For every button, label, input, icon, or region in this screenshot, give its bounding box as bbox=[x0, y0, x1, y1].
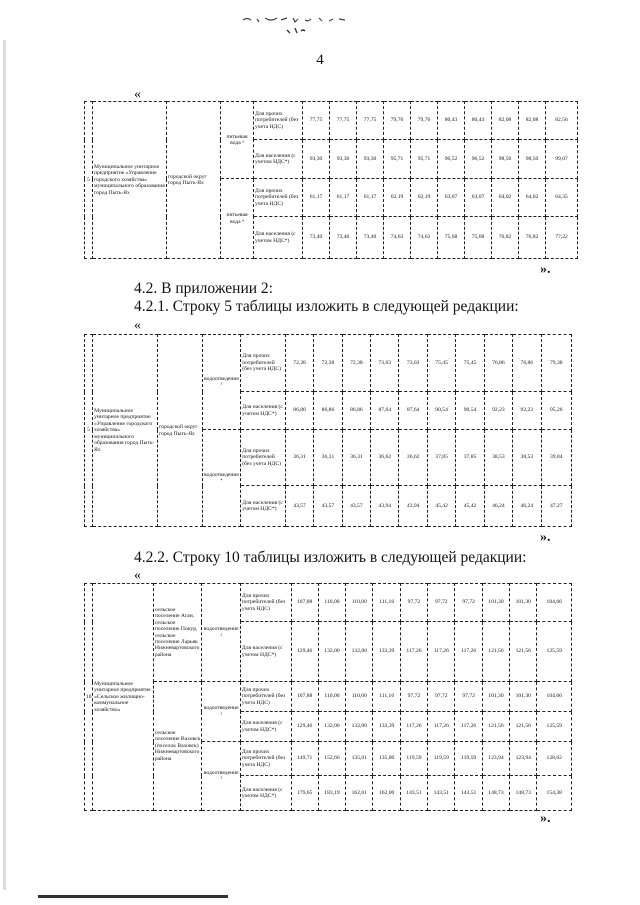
tariff-value: 143,51 bbox=[428, 776, 455, 811]
tariff-value: 97,72 bbox=[400, 682, 427, 712]
tariff-value: 76,82 bbox=[492, 217, 519, 259]
quote-close-2: ». bbox=[540, 530, 551, 545]
tariff-value: 99,07 bbox=[546, 140, 578, 179]
tariff-value: 77,75 bbox=[330, 102, 357, 140]
tariff-value: 97,72 bbox=[428, 584, 455, 622]
tariff-table-3 bbox=[84, 583, 572, 811]
tariff-value: 47,27 bbox=[541, 486, 571, 527]
consumer-category: Для прочих потребителей (без учета НДС) bbox=[241, 430, 286, 486]
organization-name: Муниципальное унитарное предприятие «Сельское жилищно-коммунальное хозяйство» bbox=[93, 584, 154, 811]
table-row bbox=[85, 102, 578, 140]
section-heading-4-2-1: 4.2.1. Строку 5 таблицы изложить в следующей редакции: bbox=[134, 298, 519, 315]
tariff-value: 74,63 bbox=[384, 217, 411, 259]
section-heading-4-2: 4.2. В приложении 2: bbox=[134, 280, 273, 297]
tariff-value: 61,17 bbox=[357, 179, 384, 217]
tariff-value: 98,50 bbox=[519, 140, 546, 179]
tariff-value: 64,02 bbox=[519, 179, 546, 217]
tariff-value: 121,56 bbox=[510, 622, 537, 682]
tariff-value: 74,63 bbox=[411, 217, 438, 259]
tariff-value: 96,52 bbox=[465, 140, 492, 179]
tariff-value: 61,17 bbox=[330, 179, 357, 217]
table-row bbox=[85, 335, 572, 392]
organization-name: Муниципальное унитарное предприятие «Управление городского хозяйства» муниципального образования город Пыть-Ях bbox=[93, 102, 167, 259]
district-name: сельское поселение Аган, сельское поселение Покур, сельское поселение Ларьяк Нижневартовского района bbox=[153, 584, 202, 682]
tariff-value: 86,86 bbox=[342, 392, 370, 430]
tariff-value: 77,75 bbox=[357, 102, 384, 140]
tariff-value: 73,03 bbox=[399, 335, 427, 392]
tariff-value: 132,00 bbox=[318, 712, 345, 742]
row-number: 5 bbox=[85, 335, 93, 527]
tariff-value: 95,26 bbox=[541, 392, 571, 430]
district-name: городской округ город Пыть-Ях bbox=[158, 335, 203, 527]
tariff-value: 43,94 bbox=[399, 486, 427, 527]
consumer-category: Для населения (с учетом НДС*) bbox=[240, 776, 291, 811]
tariff-value: 82,08 bbox=[519, 102, 546, 140]
tariff-value: 63,07 bbox=[438, 179, 465, 217]
tariff-value: 77,22 bbox=[546, 217, 578, 259]
service-name: водоотведение ² bbox=[202, 682, 240, 742]
district-name: городской округ город Пыть-Ях bbox=[167, 102, 221, 259]
tariff-value: 36,31 bbox=[342, 430, 370, 486]
tariff-value: 36,62 bbox=[399, 430, 427, 486]
scan-left-edge bbox=[3, 40, 6, 890]
tariff-value: 135,01 bbox=[346, 742, 373, 776]
tariff-value: 119,59 bbox=[428, 742, 455, 776]
tariff-value: 95,71 bbox=[411, 140, 438, 179]
tariff-value: 36,31 bbox=[314, 430, 342, 486]
scan-bottom-edge bbox=[38, 895, 228, 898]
consumer-category: Для населения (с учетом НДС*) bbox=[254, 140, 303, 179]
table-row bbox=[85, 682, 572, 712]
quote-close-1: ». bbox=[540, 262, 551, 277]
quote-close-3: ». bbox=[540, 811, 551, 826]
tariff-value: 107,88 bbox=[291, 584, 318, 622]
tariff-value: 117,26 bbox=[400, 622, 427, 682]
tariff-value: 95,71 bbox=[384, 140, 411, 179]
consumer-category: Для населения (с учетом НДС*) bbox=[240, 622, 291, 682]
tariff-value: 79,38 bbox=[541, 335, 571, 392]
tariff-value: 132,00 bbox=[346, 712, 373, 742]
consumer-category: Для населения (с учетом НДС*) bbox=[240, 712, 291, 742]
tariff-value: 101,30 bbox=[482, 584, 509, 622]
tariff-value: 97,72 bbox=[455, 584, 482, 622]
organization-name: Муниципальное унитарное предприятие «Управление городского хозяйства» муниципального образования город Пыть-Ях bbox=[93, 335, 158, 527]
tariff-value: 93,30 bbox=[330, 140, 357, 179]
tariff-value: 111,16 bbox=[373, 584, 400, 622]
tariff-value: 125,59 bbox=[537, 622, 572, 682]
tariff-value: 46,24 bbox=[484, 486, 512, 527]
tariff-value: 162,00 bbox=[373, 776, 400, 811]
tariff-value: 117,26 bbox=[428, 622, 455, 682]
tariff-value: 87,64 bbox=[399, 392, 427, 430]
service-name: питьевая вода ³ bbox=[221, 102, 254, 179]
consumer-category: Для населения (с учетом НДС*) bbox=[254, 217, 303, 259]
tariff-value: 92,23 bbox=[513, 392, 541, 430]
tariff-value: 104,66 bbox=[537, 682, 572, 712]
tariff-value: 129,46 bbox=[291, 622, 318, 682]
tariff-value: 62,19 bbox=[411, 179, 438, 217]
tariff-value: 132,00 bbox=[346, 622, 373, 682]
tariff-value: 125,59 bbox=[537, 712, 572, 742]
row-number: 10 bbox=[85, 584, 93, 811]
tariff-value: 86,86 bbox=[285, 392, 313, 430]
tariff-value: 96,52 bbox=[438, 140, 465, 179]
tariff-value: 37,85 bbox=[456, 430, 484, 486]
tariff-value: 79,76 bbox=[384, 102, 411, 140]
tariff-value: 179,65 bbox=[291, 776, 318, 811]
tariff-value: 80,43 bbox=[465, 102, 492, 140]
tariff-value: 63,07 bbox=[465, 179, 492, 217]
tariff-value: 123,94 bbox=[510, 742, 537, 776]
service-name: водоотведение ² bbox=[202, 584, 240, 682]
tariff-value: 92,23 bbox=[484, 392, 512, 430]
tariff-value: 45,42 bbox=[456, 486, 484, 527]
tariff-value: 39,84 bbox=[541, 430, 571, 486]
tariff-value: 46,24 bbox=[513, 486, 541, 527]
tariff-value: 75,68 bbox=[438, 217, 465, 259]
tariff-value: 101,30 bbox=[482, 682, 509, 712]
tariff-value: 72,38 bbox=[314, 335, 342, 392]
consumer-category: Для населения (с учетом НДС*) bbox=[241, 392, 286, 430]
tariff-value: 110,00 bbox=[346, 682, 373, 712]
tariff-value: 133,39 bbox=[373, 712, 400, 742]
tariff-value: 73,40 bbox=[303, 217, 330, 259]
tariff-value: 90,54 bbox=[427, 392, 455, 430]
tariff-value: 152,66 bbox=[318, 742, 345, 776]
tariff-value: 104,66 bbox=[537, 584, 572, 622]
tariff-value: 43,57 bbox=[285, 486, 313, 527]
district-name: сельское поселение Ваховск (поселок Ваховск) Нижневартовского района bbox=[153, 682, 202, 811]
consumer-category: Для прочих потребителей (без учета НДС) bbox=[240, 682, 291, 712]
tariff-value: 61,17 bbox=[303, 179, 330, 217]
tariff-value: 76,82 bbox=[519, 217, 546, 259]
tariff-value: 101,30 bbox=[510, 682, 537, 712]
section-heading-4-2-2: 4.2.2. Строку 10 таблицы изложить в следующей редакции: bbox=[134, 549, 527, 566]
tariff-value: 79,76 bbox=[411, 102, 438, 140]
tariff-value: 38,53 bbox=[513, 430, 541, 486]
tariff-value: 101,30 bbox=[510, 584, 537, 622]
tariff-value: 117,26 bbox=[455, 712, 482, 742]
tariff-value: 73,03 bbox=[371, 335, 399, 392]
consumer-category: Для прочих потребителей (без учета НДС) bbox=[241, 335, 286, 392]
tariff-value: 110,00 bbox=[346, 584, 373, 622]
consumer-category: Для прочих потребителей (без учета НДС) bbox=[254, 179, 303, 217]
tariff-value: 117,26 bbox=[455, 622, 482, 682]
tariff-value: 64,35 bbox=[546, 179, 578, 217]
tariff-value: 183,19 bbox=[318, 776, 345, 811]
tariff-value: 97,72 bbox=[428, 682, 455, 712]
tariff-value: 90,54 bbox=[456, 392, 484, 430]
tariff-value: 43,94 bbox=[371, 486, 399, 527]
tariff-value: 110,00 bbox=[318, 682, 345, 712]
tariff-value: 36,62 bbox=[371, 430, 399, 486]
tariff-value: 97,72 bbox=[455, 682, 482, 712]
tariff-value: 98,50 bbox=[492, 140, 519, 179]
tariff-value: 111,16 bbox=[373, 682, 400, 712]
tariff-value: 119,59 bbox=[455, 742, 482, 776]
tariff-value: 75,45 bbox=[456, 335, 484, 392]
quote-open-3: « bbox=[134, 568, 141, 583]
tariff-value: 82,56 bbox=[546, 102, 578, 140]
tariff-value: 87,64 bbox=[371, 392, 399, 430]
service-name: питьевая вода ⁴ bbox=[221, 179, 254, 259]
tariff-value: 76,86 bbox=[484, 335, 512, 392]
service-name: водоотведение ⁴ bbox=[202, 430, 241, 527]
tariff-value: 162,01 bbox=[346, 776, 373, 811]
tariff-value: 73,40 bbox=[357, 217, 384, 259]
tariff-value: 133,39 bbox=[373, 622, 400, 682]
tariff-value: 128,62 bbox=[537, 742, 572, 776]
tariff-value: 37,85 bbox=[427, 430, 455, 486]
tariff-value: 73,40 bbox=[330, 217, 357, 259]
tariff-value: 38,53 bbox=[484, 430, 512, 486]
tariff-table-1 bbox=[84, 101, 578, 259]
consumer-category: Для населения (с учетом НДС*) bbox=[241, 486, 286, 527]
tariff-value: 64,02 bbox=[492, 179, 519, 217]
consumer-category: Для прочих потребителей (без учета НДС) bbox=[254, 102, 303, 140]
tariff-value: 132,00 bbox=[318, 622, 345, 682]
tariff-value: 82,08 bbox=[492, 102, 519, 140]
tariff-value: 72,38 bbox=[285, 335, 313, 392]
tariff-value: 76,86 bbox=[513, 335, 541, 392]
tariff-value: 45,42 bbox=[427, 486, 455, 527]
tariff-value: 129,46 bbox=[291, 712, 318, 742]
tariff-value: 75,45 bbox=[427, 335, 455, 392]
tariff-value: 43,57 bbox=[342, 486, 370, 527]
tariff-value: 75,68 bbox=[465, 217, 492, 259]
tariff-table-2 bbox=[84, 334, 572, 527]
tariff-value: 110,00 bbox=[318, 584, 345, 622]
quote-open-1: « bbox=[134, 87, 141, 102]
tariff-value: 121,56 bbox=[482, 712, 509, 742]
table-row bbox=[85, 584, 572, 622]
tariff-value: 123,94 bbox=[482, 742, 509, 776]
tariff-value: 86,86 bbox=[314, 392, 342, 430]
tariff-value: 107,88 bbox=[291, 682, 318, 712]
tariff-value: 93,30 bbox=[303, 140, 330, 179]
tariff-value: 77,75 bbox=[303, 102, 330, 140]
tariff-value: 72,38 bbox=[342, 335, 370, 392]
tariff-value: 143,51 bbox=[455, 776, 482, 811]
tariff-value: 135,00 bbox=[373, 742, 400, 776]
tariff-value: 148,73 bbox=[482, 776, 509, 811]
tariff-value: 143,51 bbox=[400, 776, 427, 811]
service-name: водоотведение ³ bbox=[202, 335, 241, 430]
tariff-value: 121,56 bbox=[482, 622, 509, 682]
tariff-value: 97,72 bbox=[400, 584, 427, 622]
tariff-value: 80,43 bbox=[438, 102, 465, 140]
scan-artifact-marks bbox=[235, 14, 355, 38]
row-number: 5 bbox=[85, 102, 93, 259]
tariff-value: 117,26 bbox=[428, 712, 455, 742]
tariff-value: 121,56 bbox=[510, 712, 537, 742]
quote-open-2: « bbox=[134, 318, 141, 333]
tariff-value: 117,26 bbox=[400, 712, 427, 742]
tariff-value: 36,31 bbox=[285, 430, 313, 486]
tariff-value: 148,73 bbox=[510, 776, 537, 811]
service-name: водоотведение ³ bbox=[202, 742, 240, 811]
tariff-value: 149,71 bbox=[291, 742, 318, 776]
consumer-category: Для прочих потребителей (без учета НДС) bbox=[240, 584, 291, 622]
consumer-category: Для прочих потребителей (без учета НДС) bbox=[240, 742, 291, 776]
tariff-value: 93,30 bbox=[357, 140, 384, 179]
tariff-value: 119,59 bbox=[400, 742, 427, 776]
tariff-value: 62,19 bbox=[384, 179, 411, 217]
tariff-value: 43,57 bbox=[314, 486, 342, 527]
page-number: 4 bbox=[316, 52, 324, 68]
tariff-value: 154,38 bbox=[537, 776, 572, 811]
